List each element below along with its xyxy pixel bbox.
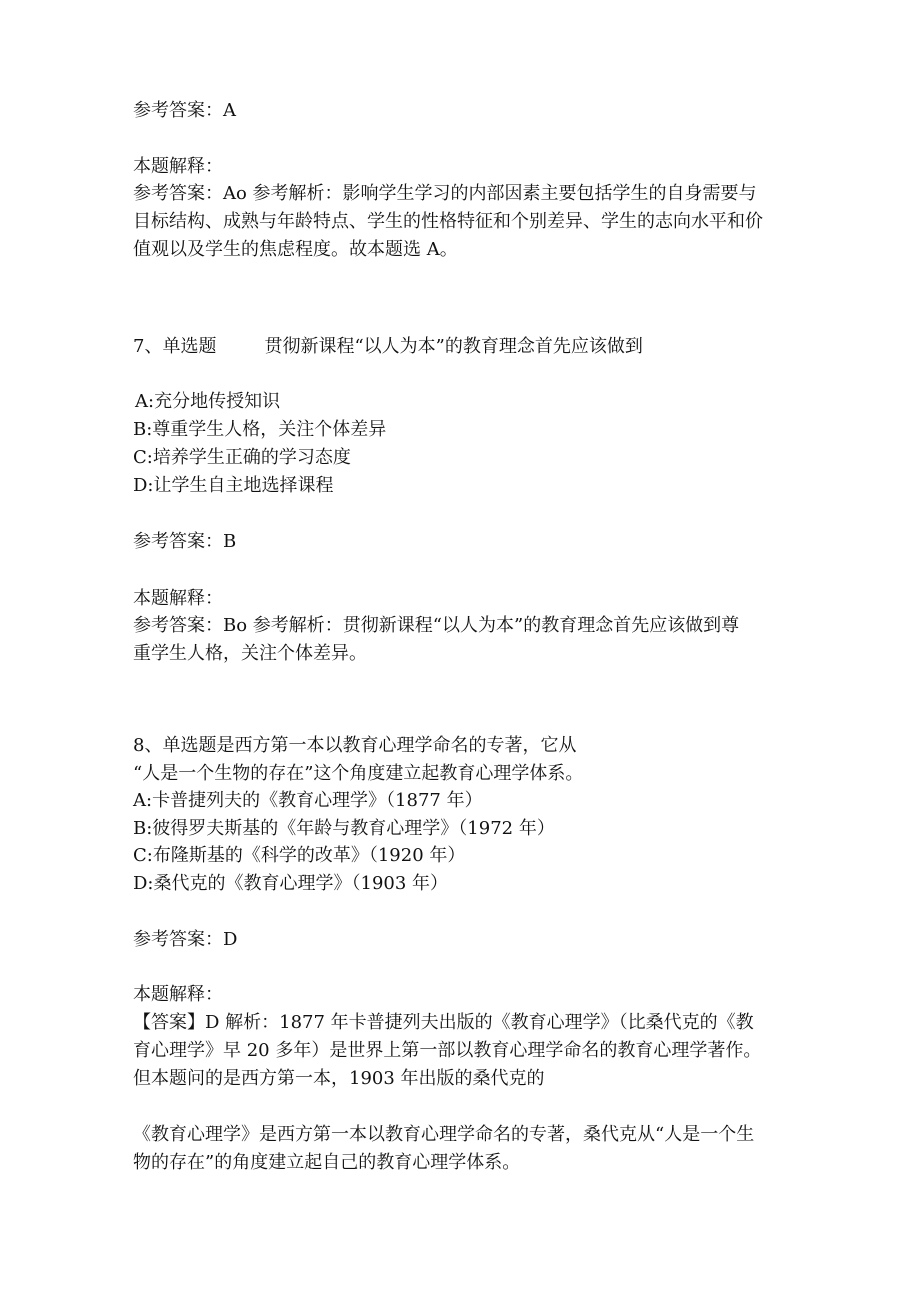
q7-option-c: C:培养学生正确的学习态度: [133, 447, 351, 468]
q8-explanation-line: 育心理学》早 20 多年）是世界上第一部以教育心理学命名的教育心理学著作。: [133, 1040, 762, 1061]
q7-option-b: B:尊重学生人格，关注个体差异: [133, 419, 387, 440]
q7-explanation-label: 本题解释：: [133, 588, 223, 609]
q6-explanation-line: 参考答案：Ao 参考解析：影响学生学习的内部因素主要包括学生的自身需要与: [133, 183, 757, 204]
q8-explanation-line: 但本题问的是西方第一本，1903 年出版的桑代克的: [133, 1068, 545, 1089]
q6-answer: 参考答案：A: [133, 100, 236, 121]
q8-option-a: A:卡普捷列夫的《教育心理学》（1877 年）: [133, 790, 483, 811]
q7-explanation-line: 重学生人格，关注个体差异。: [133, 643, 367, 664]
q6-explanation-line: 目标结构、成熟与年龄特点、学生的性格特征和个别差异、学生的志向水平和价: [133, 211, 763, 232]
q8-option-d: D:桑代克的《教育心理学》（1903 年）: [133, 873, 449, 894]
q8-stem-line: 8、单选题是西方第一本以教育心理学命名的专著，它从: [133, 735, 577, 756]
q6-explanation-label: 本题解释：: [133, 156, 223, 177]
q6-explanation-line: 值观以及学生的焦虑程度。故本题选 A。: [133, 239, 458, 260]
q8-explanation-cont-line: 物的存在”的角度建立起自己的教育心理学体系。: [133, 1152, 521, 1173]
q7-title: [133, 335, 643, 359]
q8-explanation-label: 本题解释：: [133, 984, 223, 1005]
q8-option-c: C:布隆斯基的《科学的改革》（1920 年）: [133, 845, 466, 866]
q7-option-a: A:充分地传授知识: [135, 391, 281, 412]
q7-stem: 贯彻新课程“以人为本”的教育理念首先应该做到: [264, 336, 643, 357]
q7-explanation-line: 参考答案：Bo 参考解析：贯彻新课程“以人为本”的教育理念首先应该做到尊: [133, 615, 740, 636]
q8-option-b: B:彼得罗夫斯基的《年龄与教育心理学》（1972 年）: [133, 818, 555, 839]
q7-number-type: 7、单选题: [133, 336, 217, 357]
q7-option-d: D:让学生自主地选择课程: [133, 475, 334, 496]
q8-stem-line: “人是一个生物的存在”这个角度建立起教育心理学体系。: [133, 763, 584, 784]
q8-answer: 参考答案：D: [133, 929, 238, 950]
q8-explanation-cont-line: 《教育心理学》是西方第一本以教育心理学命名的专著，桑代克从“人是一个生: [133, 1124, 755, 1145]
q7-answer: 参考答案：B: [133, 531, 237, 552]
q8-explanation-line: 【答案】D 解析：1877 年卡普捷列夫出版的《教育心理学》（比桑代克的《教: [133, 1012, 754, 1033]
